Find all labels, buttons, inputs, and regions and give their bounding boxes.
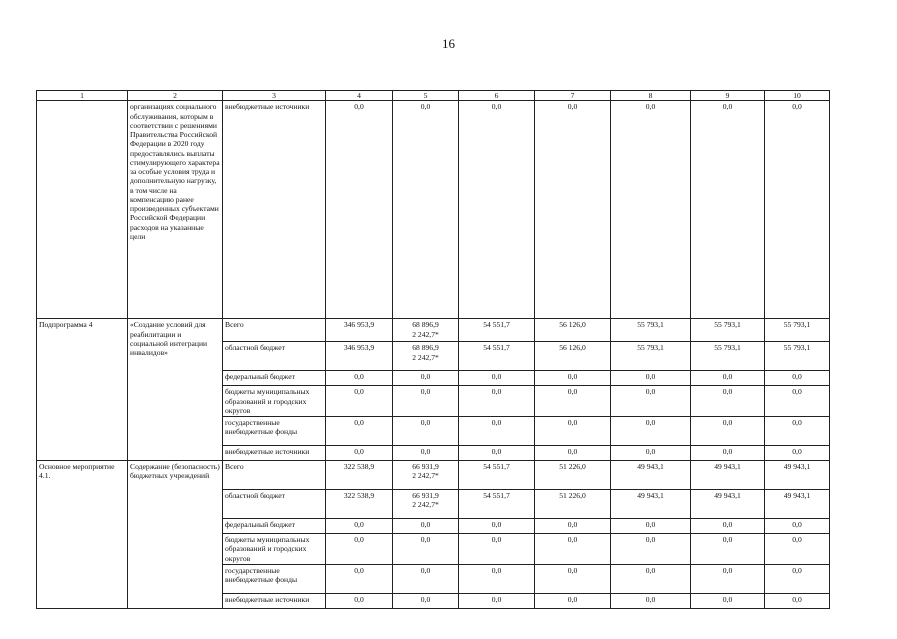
amount-cell: 322 538,9 <box>326 490 393 519</box>
amount-cell: 49 943,1 <box>611 461 691 490</box>
amount-cell: 0,0 <box>393 564 459 593</box>
amount-cell: 0,0 <box>691 386 765 417</box>
amount-value: 66 931,9 <box>412 462 439 471</box>
amount-cell: 49 943,1 <box>691 490 765 519</box>
amount-cell: 51 226,0 <box>535 490 611 519</box>
header-row <box>37 91 830 101</box>
amount-cell: 0,0 <box>393 371 459 386</box>
amount-cell: 346 953,9 <box>326 342 393 371</box>
column-number-7: 7 <box>535 91 611 101</box>
funding-source: Всего <box>223 319 326 342</box>
amount-cell: 0,0 <box>326 564 393 593</box>
amount-cell: 0,0 <box>691 534 765 565</box>
amount-extra: 2 242,7* <box>412 352 439 362</box>
page-number: 16 <box>442 36 455 51</box>
amount-cell: 0,0 <box>611 519 691 534</box>
amount-cell: 0,0 <box>611 386 691 417</box>
program-label: Основное мероприятие 4.1. <box>37 461 128 609</box>
amount-value: 68 896,9 <box>412 320 439 330</box>
amount-cell: 0,0 <box>459 564 535 593</box>
amount-cell: 0,0 <box>326 371 393 386</box>
amount-cell: 0,0 <box>691 446 765 461</box>
table-row <box>37 319 830 342</box>
amount-cell: 55 793,1 <box>765 319 830 342</box>
amount-cell: 56 126,0 <box>535 319 611 342</box>
amount-cell: 54 551,7 <box>459 342 535 371</box>
program-name: «Создание условий для реабилитации и социальной интеграции инвалидов» <box>128 319 223 461</box>
amount-cell: 54 551,7 <box>459 319 535 342</box>
amount-cell: 0,0 <box>326 519 393 534</box>
amount-cell: 55 793,1 <box>691 342 765 371</box>
column-number-4: 4 <box>326 91 393 101</box>
table-body <box>37 91 830 609</box>
amount-cell: 0,0 <box>535 446 611 461</box>
amount-cell: 0,0 <box>326 386 393 417</box>
amount-cell: 0,0 <box>535 101 611 319</box>
amount-cell: 0,0 <box>393 534 459 565</box>
column-number-5: 5 <box>393 91 459 101</box>
budget-table <box>36 90 830 609</box>
row-label <box>37 101 128 319</box>
funding-source: внебюджетные источники <box>223 101 326 319</box>
column-number-1: 1 <box>37 91 128 101</box>
amount-cell: 0,0 <box>691 101 765 319</box>
amount-cell: 0,0 <box>393 386 459 417</box>
amount-cell: 49 943,1 <box>611 490 691 519</box>
table-row <box>37 101 830 319</box>
amount-cell: 0,0 <box>611 534 691 565</box>
amount-cell: 322 538,9 <box>326 461 393 490</box>
funding-source: Всего <box>223 461 326 490</box>
column-number-3: 3 <box>223 91 326 101</box>
amount-cell: 0,0 <box>765 386 830 417</box>
amount-cell: 0,0 <box>459 371 535 386</box>
funding-source: федеральный бюджет <box>223 519 326 534</box>
funding-source: внебюджетные источники <box>223 593 326 608</box>
amount-cell: 0,0 <box>326 101 393 319</box>
amount-cell: 49 943,1 <box>765 490 830 519</box>
amount-cell: 0,0 <box>765 534 830 565</box>
amount-cell <box>393 342 459 371</box>
funding-source: областной бюджет <box>223 490 326 519</box>
table-row <box>37 461 830 490</box>
amount-cell: 0,0 <box>765 564 830 593</box>
amount-cell: 0,0 <box>691 593 765 608</box>
program-label: Подпрограмма 4 <box>37 319 128 461</box>
funding-source: бюджеты муниципальных образований и городских округов <box>223 534 326 565</box>
amount-cell: 0,0 <box>611 564 691 593</box>
funding-source: бюджеты муниципальных образований и городских округов <box>223 386 326 417</box>
amount-cell: 0,0 <box>459 593 535 608</box>
amount-cell: 0,0 <box>765 593 830 608</box>
amount-cell: 0,0 <box>765 446 830 461</box>
amount-cell: 0,0 <box>459 519 535 534</box>
amount-cell: 0,0 <box>535 386 611 417</box>
amount-cell: 55 793,1 <box>611 342 691 371</box>
amount-cell: 0,0 <box>765 101 830 319</box>
amount-value: 68 896,9 <box>412 343 439 353</box>
amount-cell: 55 793,1 <box>765 342 830 371</box>
amount-cell: 0,0 <box>535 519 611 534</box>
amount-cell: 0,0 <box>611 417 691 446</box>
amount-extra: 2 242,7* <box>412 471 439 481</box>
amount-extra: 2 242,7* <box>412 500 439 510</box>
amount-cell: 0,0 <box>765 417 830 446</box>
amount-cell: 0,0 <box>535 593 611 608</box>
amount-cell <box>393 490 459 519</box>
funding-source: государственные внебюджетные фонды <box>223 564 326 593</box>
amount-cell: 0,0 <box>691 564 765 593</box>
event-name: организациях социального обслуживания, которым в соответствии с решениями Правительства Российской Федерации в 2020 году предоставлялись выплаты стимулирующего характера за особые условия труда и дополнительную нагрузку, в том числе на компенсацию ранее произведенных субъектами Российской Федерации расходов на указанные цели <box>128 101 223 319</box>
amount-value: 66 931,9 <box>412 491 439 500</box>
amount-cell: 0,0 <box>611 593 691 608</box>
amount-cell: 0,0 <box>459 446 535 461</box>
amount-cell: 0,0 <box>459 386 535 417</box>
amount-cell: 0,0 <box>535 564 611 593</box>
amount-cell: 0,0 <box>535 371 611 386</box>
amount-cell: 51 226,0 <box>535 461 611 490</box>
funding-source: внебюджетные источники <box>223 446 326 461</box>
amount-cell: 0,0 <box>691 417 765 446</box>
amount-cell: 0,0 <box>535 417 611 446</box>
amount-cell: 0,0 <box>393 519 459 534</box>
amount-cell: 0,0 <box>765 371 830 386</box>
amount-cell: 55 793,1 <box>611 319 691 342</box>
funding-source: государственные внебюджетные фонды <box>223 417 326 446</box>
column-number-9: 9 <box>691 91 765 101</box>
amount-cell: 0,0 <box>326 446 393 461</box>
amount-cell: 0,0 <box>459 417 535 446</box>
amount-cell: 54 551,7 <box>459 461 535 490</box>
funding-source: федеральный бюджет <box>223 371 326 386</box>
amount-cell: 55 793,1 <box>691 319 765 342</box>
amount-cell: 0,0 <box>393 446 459 461</box>
amount-cell: 0,0 <box>393 593 459 608</box>
amount-cell: 0,0 <box>326 593 393 608</box>
column-number-8: 8 <box>611 91 691 101</box>
amount-cell <box>393 319 459 342</box>
amount-cell: 0,0 <box>393 417 459 446</box>
amount-cell: 0,0 <box>691 519 765 534</box>
amount-cell: 0,0 <box>326 417 393 446</box>
amount-cell: 0,0 <box>459 534 535 565</box>
amount-cell: 0,0 <box>393 101 459 319</box>
amount-cell: 0,0 <box>459 101 535 319</box>
amount-extra: 2 242,7* <box>412 329 439 339</box>
column-number-10: 10 <box>765 91 830 101</box>
amount-cell: 346 953,9 <box>326 319 393 342</box>
amount-cell <box>393 461 459 490</box>
amount-cell: 0,0 <box>535 534 611 565</box>
column-number-2: 2 <box>128 91 223 101</box>
amount-cell: 56 126,0 <box>535 342 611 371</box>
amount-cell: 49 943,1 <box>691 461 765 490</box>
amount-cell: 0,0 <box>611 101 691 319</box>
amount-cell: 0,0 <box>765 519 830 534</box>
amount-cell: 49 943,1 <box>765 461 830 490</box>
funding-source: областной бюджет <box>223 342 326 371</box>
amount-cell: 0,0 <box>326 534 393 565</box>
column-number-6: 6 <box>459 91 535 101</box>
amount-cell: 54 551,7 <box>459 490 535 519</box>
amount-cell: 0,0 <box>611 446 691 461</box>
amount-cell: 0,0 <box>691 371 765 386</box>
program-name: Содержание (безопасность) бюджетных учреждений <box>128 461 223 609</box>
amount-cell: 0,0 <box>611 371 691 386</box>
